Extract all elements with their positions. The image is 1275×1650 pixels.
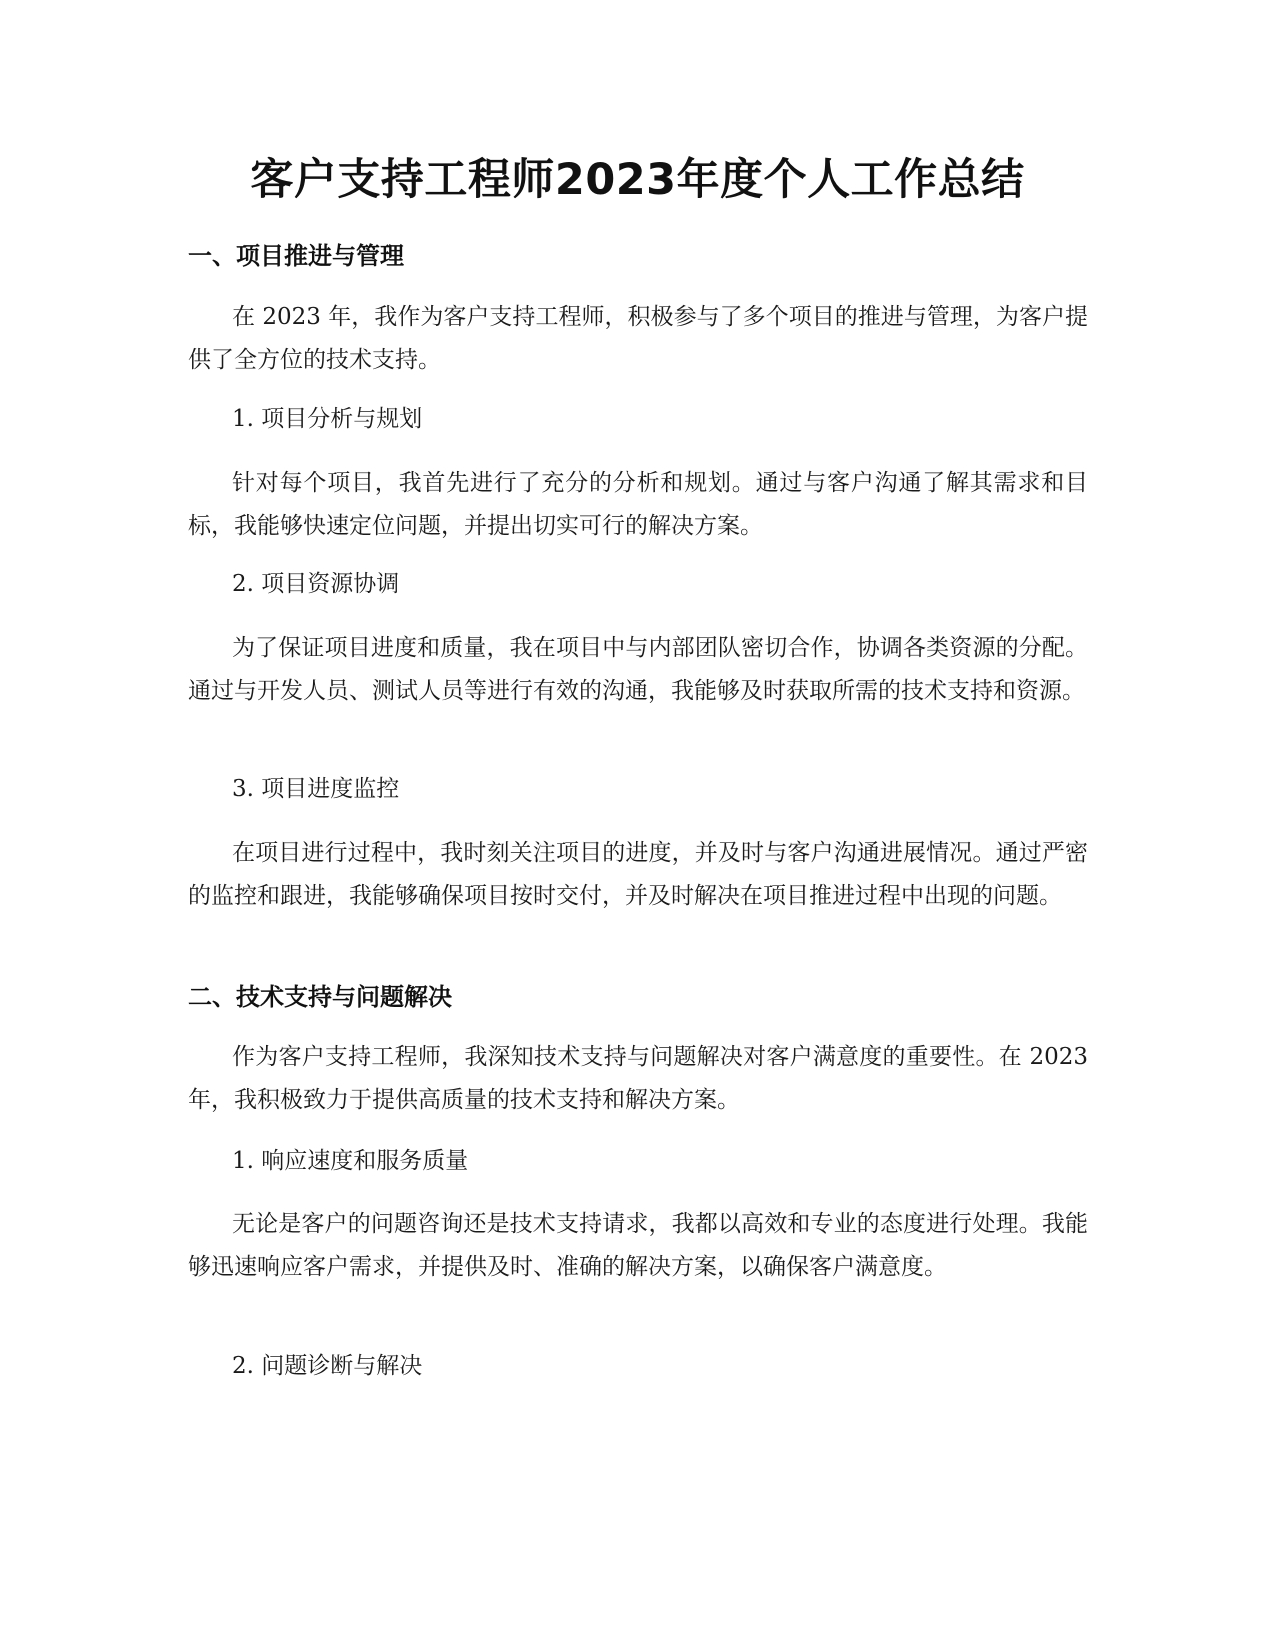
section-intro: 作为客户支持工程师，我深知技术支持与问题解决对客户满意度的重要性。在 2023 年，我积极致力于提供高质量的技术支持和解决方案。 — [188, 1044, 1088, 1113]
subsection-label: 1. 响应速度和服务质量 — [232, 1148, 469, 1174]
subsection-label: 2. 项目资源协调 — [232, 571, 400, 597]
subsection-text: 在项目进行过程中，我时刻关注项目的进度，并及时与客户沟通进展情况。通过严密的监控和跟进，我能够确保项目按时交付，并及时解决在项目推进过程中出现的问题。 — [188, 840, 1088, 909]
section-intro: 在 2023 年，我作为客户支持工程师，积极参与了多个项目的推进与管理，为客户提供了全方位的技术支持。 — [188, 304, 1088, 373]
section-heading: 二、技术支持与问题解决 — [188, 983, 452, 1011]
document-title: 客户支持工程师2023年度个人工作总结 — [250, 155, 1025, 205]
subsection-label: 3. 项目进度监控 — [232, 776, 400, 802]
subsection-text: 无论是客户的问题咨询还是技术支持请求，我都以高效和专业的态度进行处理。我能够迅速响应客户需求，并提供及时、准确的解决方案，以确保客户满意度。 — [188, 1211, 1088, 1280]
section-heading: 一、项目推进与管理 — [188, 242, 404, 270]
subsection-text: 为了保证项目进度和质量，我在项目中与内部团队密切合作，协调各类资源的分配。通过与开发人员、测试人员等进行有效的沟通，我能够及时获取所需的技术支持和资源。 — [188, 635, 1088, 704]
subsection-label: 2. 问题诊断与解决 — [232, 1353, 423, 1379]
subsection-label: 1. 项目分析与规划 — [232, 406, 423, 432]
subsection-text: 针对每个项目，我首先进行了充分的分析和规划。通过与客户沟通了解其需求和目标，我能够快速定位问题，并提出切实可行的解决方案。 — [188, 470, 1088, 539]
